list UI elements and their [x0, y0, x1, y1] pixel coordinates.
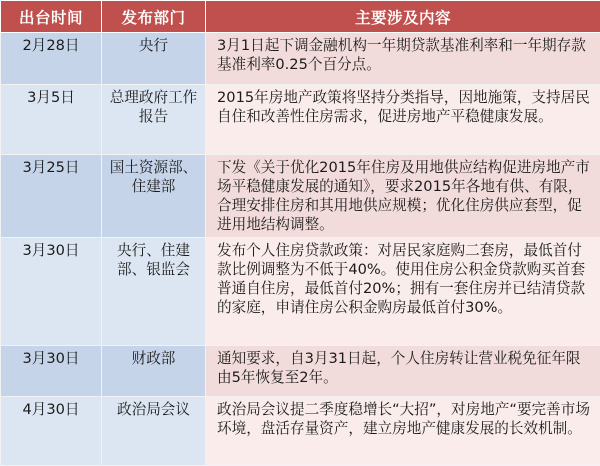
cell-department: 央行、住建部、银监会	[102, 238, 206, 346]
cell-content: 2015年房地产政策将坚持分类指导，因地施策，支持居民自住和改善性住房需求，促进房地产平稳健康发展。	[206, 85, 600, 155]
cell-content: 3月1日起下调金融机构一年期贷款基准利率和一年期存款基准利率0.25个百分点。	[206, 33, 600, 85]
cell-department: 财政部	[102, 346, 206, 397]
cell-date: 2月28日	[1, 33, 102, 85]
cell-date: 4月30日	[1, 397, 102, 466]
table-header-row	[1, 1, 600, 33]
table-row	[1, 346, 600, 397]
cell-content: 通知要求，自3月31日起，个人住房转让营业税免征年限由5年恢复至2年。	[206, 346, 600, 397]
cell-department: 央行	[102, 33, 206, 85]
cell-date: 3月25日	[1, 155, 102, 238]
header-content: 主要涉及内容	[206, 1, 600, 33]
table-row	[1, 85, 600, 155]
header-department: 发布部门	[102, 1, 206, 33]
cell-content: 政治局会议提二季度稳增长“大招”，对房地产“要完善市场环境，盘活存量资产，建立房地产健康发展的长效机制。	[206, 397, 600, 466]
table-row	[1, 397, 600, 466]
cell-date: 3月30日	[1, 238, 102, 346]
cell-date: 3月5日	[1, 85, 102, 155]
cell-content: 下发《关于优化2015年住房及用地供应结构促进房地产市场平稳健康发展的通知》，要求2015年各地有供、有限，合理安排住房和其用地供应规模；优化住房供应套型，促进用地结构调整。	[206, 155, 600, 238]
header-date: 出台时间	[1, 1, 102, 33]
table-row	[1, 238, 600, 346]
table-row	[1, 155, 600, 238]
table-row	[1, 33, 600, 85]
cell-department: 总理政府工作报告	[102, 85, 206, 155]
cell-date: 3月30日	[1, 346, 102, 397]
cell-department: 政治局会议	[102, 397, 206, 466]
cell-department: 国土资源部、住建部	[102, 155, 206, 238]
cell-content: 发布个人住房贷款政策：对居民家庭购二套房，最低首付款比例调整为不低于40%。使用住房公积金贷款购买首套普通自住房，最低首付20%；拥有一套住房并已结清贷款的家庭，申请住房公积金购房最低首付30%。	[206, 238, 600, 346]
